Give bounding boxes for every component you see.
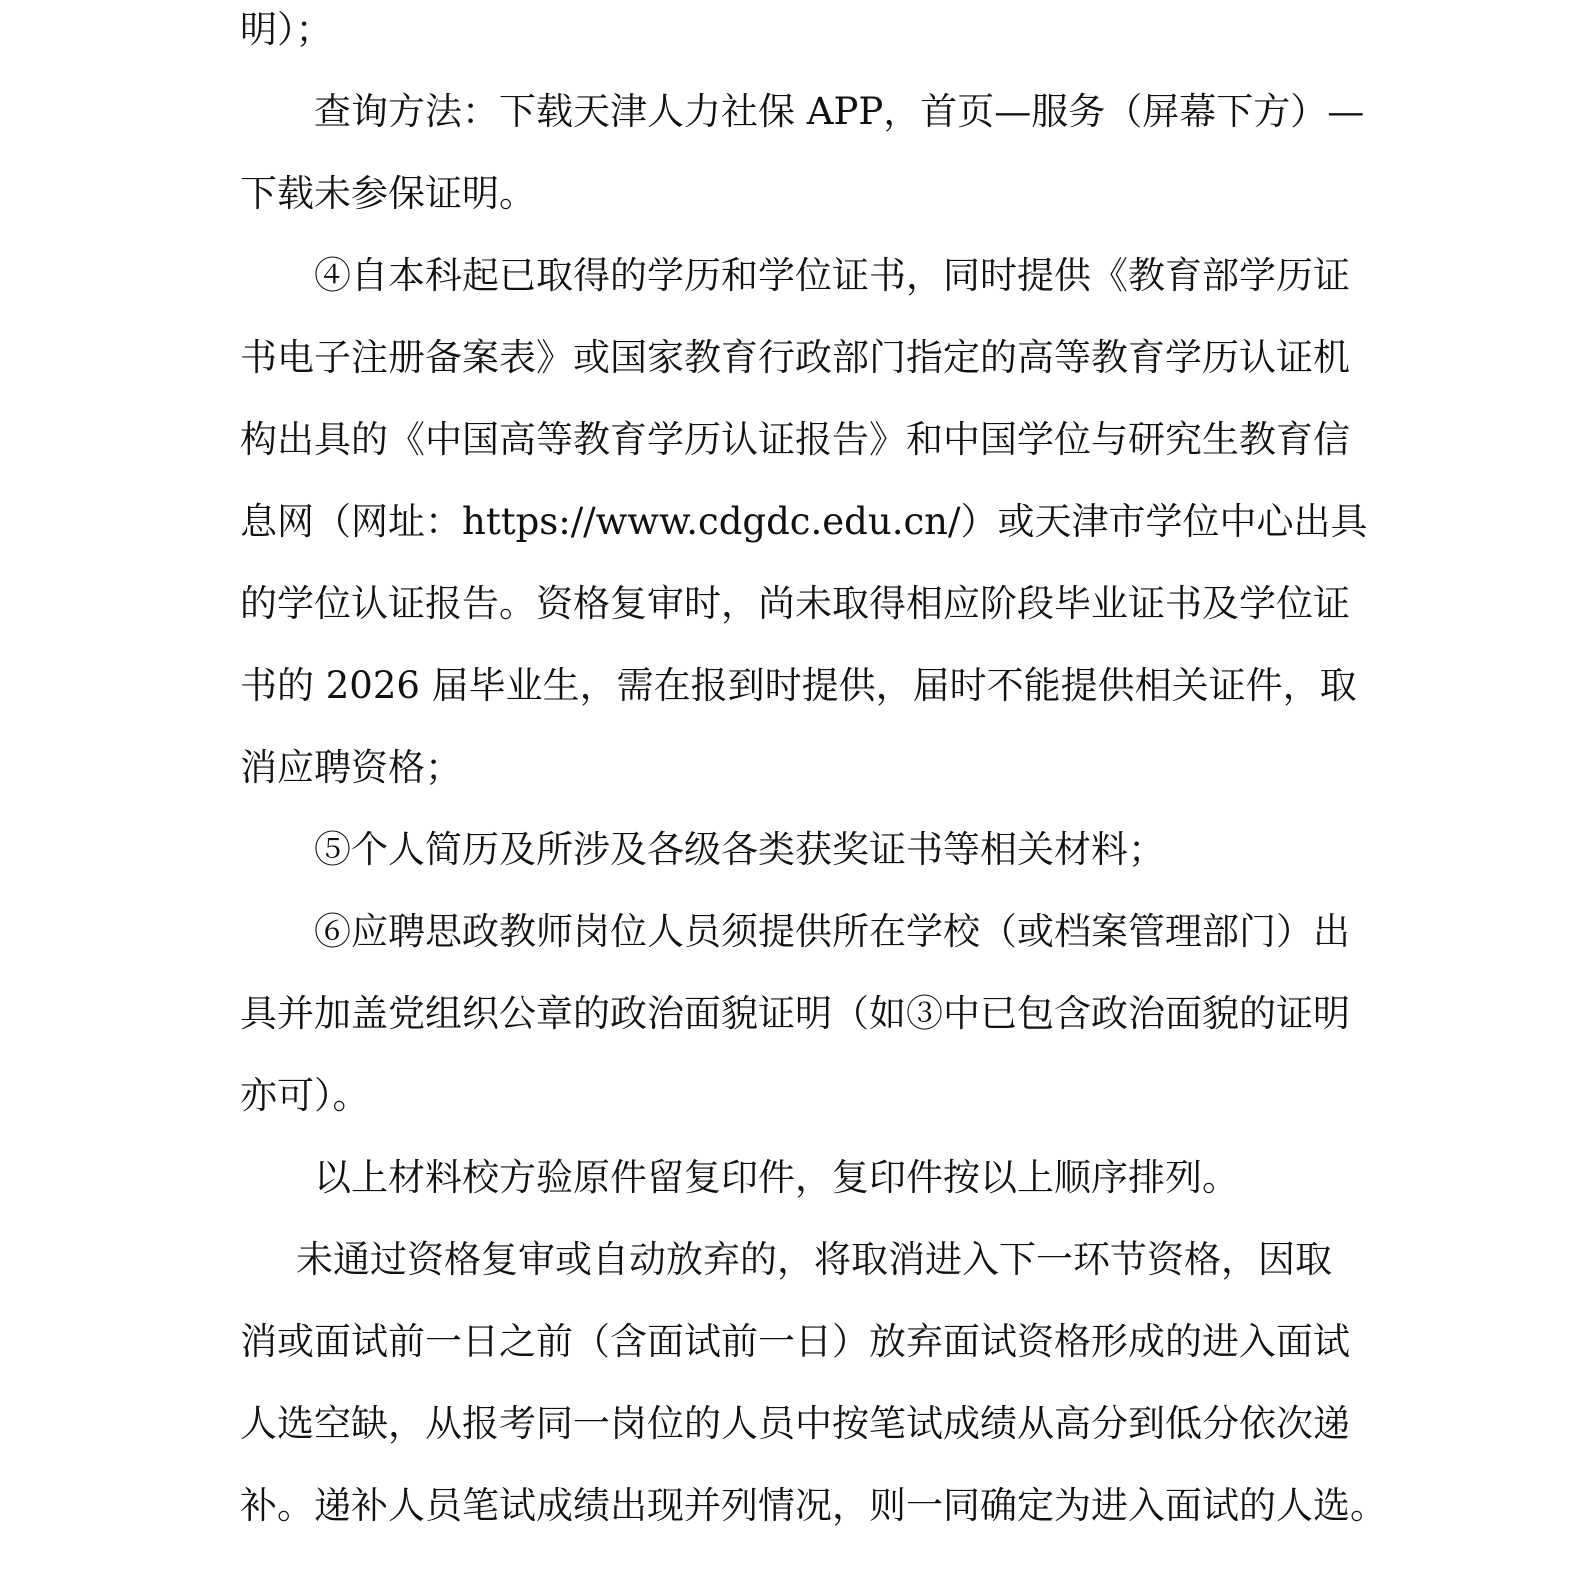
text-line: 具并加盖党组织公章的政治面貌证明（如③中已包含政治面貌的证明 xyxy=(240,992,1350,1035)
text-line: ④自本科起已取得的学历和学位证书，同时提供《教育部学历证 xyxy=(314,254,1350,297)
text-line: ⑥应聘思政教师岗位人员须提供所在学校（或档案管理部门）出 xyxy=(314,910,1350,953)
text-line: 以上材料校方验原件留复印件，复印件按以上顺序排列。 xyxy=(314,1156,1239,1199)
text-line: 息网（网址：https://www.cdgdc.edu.cn/）或天津市学位中心出具 xyxy=(240,500,1368,543)
text-line: 的学位认证报告。资格复审时，尚未取得相应阶段毕业证书及学位证 xyxy=(240,582,1350,625)
text-line: 书电子注册备案表》或国家教育行政部门指定的高等教育学历认证机 xyxy=(240,336,1350,379)
text-line: 消或面试前一日之前（含面试前一日）放弃面试资格形成的进入面试 xyxy=(240,1320,1350,1363)
text-line: 补。递补人员笔试成绩出现并列情况，则一同确定为进入面试的人选。 xyxy=(240,1484,1387,1527)
text-line: 查询方法：下载天津人力社保 APP，首页—服务（屏幕下方）— xyxy=(314,90,1365,133)
text-line: 明）； xyxy=(240,8,333,51)
text-line: 消应聘资格； xyxy=(240,746,462,789)
text-line: 未通过资格复审或自动放弃的，将取消进入下一环节资格，因取 xyxy=(296,1238,1332,1281)
text-line: ⑤个人简历及所涉及各级各类获奖证书等相关材料； xyxy=(314,828,1165,871)
text-line: 人选空缺，从报考同一岗位的人员中按笔试成绩从高分到低分依次递 xyxy=(240,1402,1350,1445)
text-line: 下载未参保证明。 xyxy=(240,172,536,215)
text-line: 亦可）。 xyxy=(240,1074,370,1117)
text-line: 书的 2026 届毕业生，需在报到时提供，届时不能提供相关证件，取 xyxy=(240,664,1357,707)
text-line: 构出具的《中国高等教育学历认证报告》和中国学位与研究生教育信 xyxy=(240,418,1350,461)
